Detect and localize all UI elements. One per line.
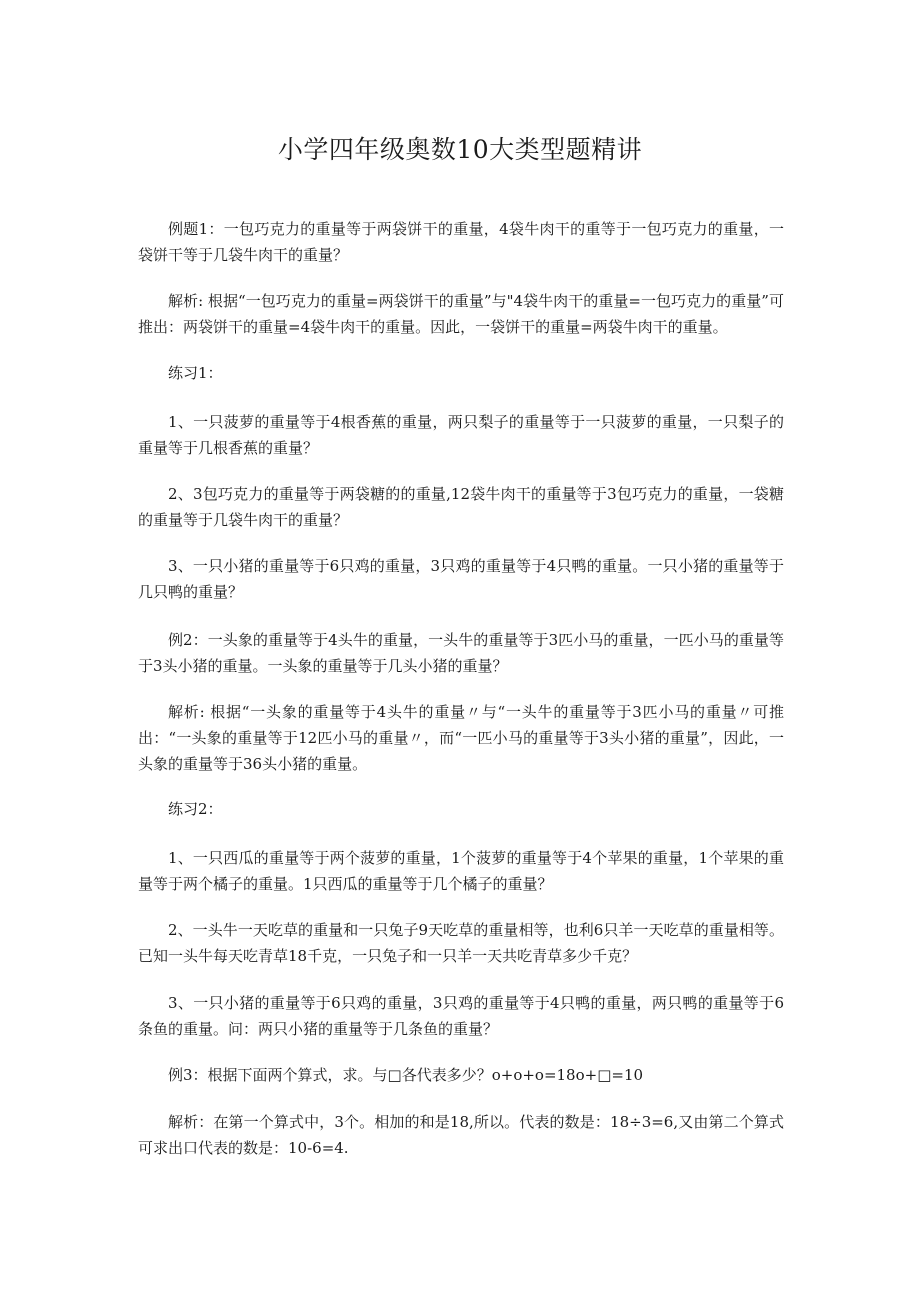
- example-1-question: 例题1：一包巧克力的重量等于两袋饼干的重量，4袋牛肉干的重等于一包巧克力的重量，一袋饼干等于几袋牛肉干的重量？: [138, 220, 784, 264]
- exercise-1-heading: 练习1：: [168, 364, 223, 382]
- example-3-analysis: 解析：在第一个算式中，3个。相加的和是18,所以。代表的数是：18÷3=6,又由第二个算式可求出口代表的数是：10-6=4.: [138, 1113, 784, 1157]
- example-1-analysis: 解析: 根据“一包巧克力的重量=两袋饼干的重量”与"4袋牛肉干的重量=一包巧克力的重量”可推出：两袋饼干的重量=4袋牛肉干的重量。因此，一袋饼干的重量=两袋牛肉干的重量。: [138, 292, 784, 336]
- exercise-2-heading: 练习2：: [168, 800, 223, 818]
- example-3-question: 例3：根据下面两个算式，求。与□各代表多少？o+o+o=18o+□=10: [168, 1066, 644, 1084]
- page-title: 小学四年级奥数10大类型题精讲: [277, 135, 643, 164]
- exercise-2-item-3: 3、一只小猪的重量等于6只鸡的重量，3只鸡的重量等于4只鸭的重量，两只鸭的重量等于6条鱼的重量。问：两只小猪的重量等于几条鱼的重量？: [138, 994, 784, 1038]
- exercise-2-item-2: 2、一头牛一天吃草的重量和一只兔子9天吃草的重量相等，也利6只羊一天吃草的重量相等。已知一头牛每天吃青草18千克，一只兔子和一只羊一天共吃青草多少千克？: [138, 921, 784, 965]
- exercise-1-item-1: 1、一只菠萝的重量等于4根香蕉的重量，两只梨子的重量等于一只菠萝的重量，一只梨子的重量等于几根香蕉的重量？: [138, 413, 784, 457]
- example-2-question: 例2：一头象的重量等于4头牛的重量，一头牛的重量等于3匹小马的重量，一匹小马的重量等于3头小猪的重量。一头象的重量等于几头小猪的重量？: [138, 631, 784, 675]
- exercise-1-item-2: 2、3包巧克力的重量等于两袋糖的的重量,12袋牛肉干的重量等于3包巧克力的重量，一袋糖的重量等于几袋牛肉干的重量？: [138, 485, 784, 529]
- exercise-1-item-3: 3、一只小猪的重量等于6只鸡的重量，3只鸡的重量等于4只鸭的重量。一只小猪的重量等于几只鸭的重量？: [138, 557, 784, 601]
- exercise-2-item-1: 1、一只西瓜的重量等于两个菠萝的重量，1个菠萝的重量等于4个苹果的重量，1个苹果的重量等于两个橘子的重量。1只西瓜的重量等于几个橘子的重量？: [138, 849, 784, 893]
- example-2-analysis: 解析: 根据“一头象的重量等于4头牛的重量〃与“一头牛的重量等于3匹小马的重量〃可推出：“一头象的重量等于12匹小马的重量〃，而“一匹小马的重量等于3头小猪的重量”，因此，一头象的重量等于36头小猪的重量。: [138, 703, 784, 773]
